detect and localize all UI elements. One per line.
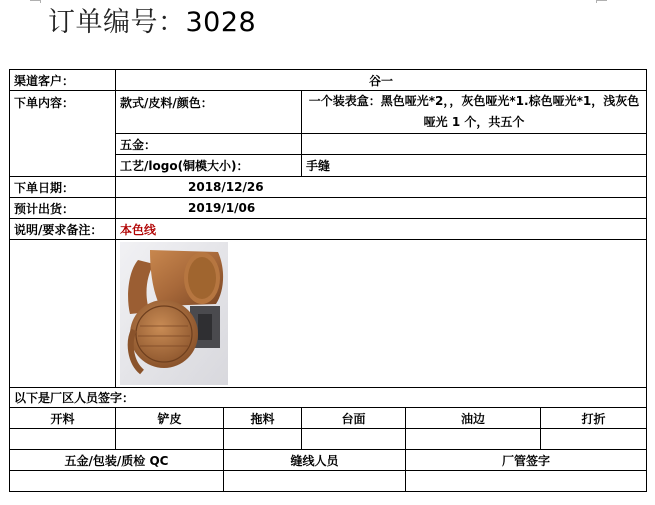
row-channel	[10, 70, 647, 91]
watch-box-photo	[120, 242, 228, 385]
row-ship-date	[10, 198, 647, 219]
order-number-label: 订单编号：	[48, 7, 186, 38]
signature-section-label: 以下是厂区人员签字：	[10, 388, 647, 408]
style-value[interactable]: 一个装表盒：黑色哑光*2，，灰色哑光*1.棕色哑光*1，浅灰色哑光 1 个，共五个	[302, 91, 647, 134]
craft-value[interactable]: 手缝	[302, 155, 647, 177]
sig-blank-skiving[interactable]	[116, 429, 224, 450]
row-photo	[10, 240, 647, 388]
row-signature-blanks-2	[10, 471, 647, 492]
sig-title-factory-manager: 厂管签字	[406, 450, 647, 471]
sig-title-cutting: 开料	[10, 408, 116, 429]
sig-blank-folding[interactable]	[541, 429, 647, 450]
page-corner-mark-left	[30, 0, 41, 3]
sig-blank-table[interactable]	[302, 429, 406, 450]
channel-value[interactable]: 谷一	[116, 70, 647, 91]
sig-title-dragging: 拖料	[224, 408, 302, 429]
sig-title-table: 台面	[302, 408, 406, 429]
photo-left-empty	[10, 240, 116, 388]
sig-title-edge-oil: 油边	[406, 408, 541, 429]
hardware-value[interactable]	[302, 134, 647, 155]
sig-blank-stitching[interactable]	[224, 471, 406, 492]
sig-blank-hardware-qc[interactable]	[10, 471, 224, 492]
sig-title-stitching: 缝线人员	[224, 450, 406, 471]
order-date-value[interactable]: 2018/12/26	[116, 177, 647, 198]
hardware-label: 五金：	[116, 134, 302, 155]
sig-blank-cutting[interactable]	[10, 429, 116, 450]
row-notes	[10, 219, 647, 240]
row-signature-blanks-1	[10, 429, 647, 450]
notes-label: 说明/要求备注：	[10, 219, 116, 240]
style-label: 款式/皮料/颜色：	[116, 91, 302, 134]
row-style	[10, 91, 647, 134]
sig-title-folding: 打折	[541, 408, 647, 429]
order-number-title	[48, 4, 256, 42]
sig-blank-factory-manager[interactable]	[406, 471, 647, 492]
channel-label: 渠道客户：	[10, 70, 116, 91]
ship-date-label: 预计出货：	[10, 198, 116, 219]
row-signature-titles-2	[10, 450, 647, 471]
order-form-table	[9, 69, 647, 492]
watch-box-illustration	[120, 242, 228, 385]
sig-blank-dragging[interactable]	[224, 429, 302, 450]
page-corner-mark-right	[596, 0, 607, 3]
notes-value[interactable]: 本色线	[116, 219, 647, 240]
sig-blank-edge-oil[interactable]	[406, 429, 541, 450]
sig-title-skiving: 铲皮	[116, 408, 224, 429]
craft-label: 工艺/logo(铜模大小)：	[116, 155, 302, 177]
row-signature-header	[10, 388, 647, 408]
row-order-date	[10, 177, 647, 198]
photo-cell	[116, 240, 647, 388]
row-signature-titles-1	[10, 408, 647, 429]
sig-title-hardware-qc: 五金/包装/质检 QC	[10, 450, 224, 471]
order-number-value: 3028	[185, 7, 257, 38]
ship-date-value[interactable]: 2019/1/06	[116, 198, 647, 219]
content-label: 下单内容：	[10, 91, 116, 177]
order-date-label: 下单日期：	[10, 177, 116, 198]
